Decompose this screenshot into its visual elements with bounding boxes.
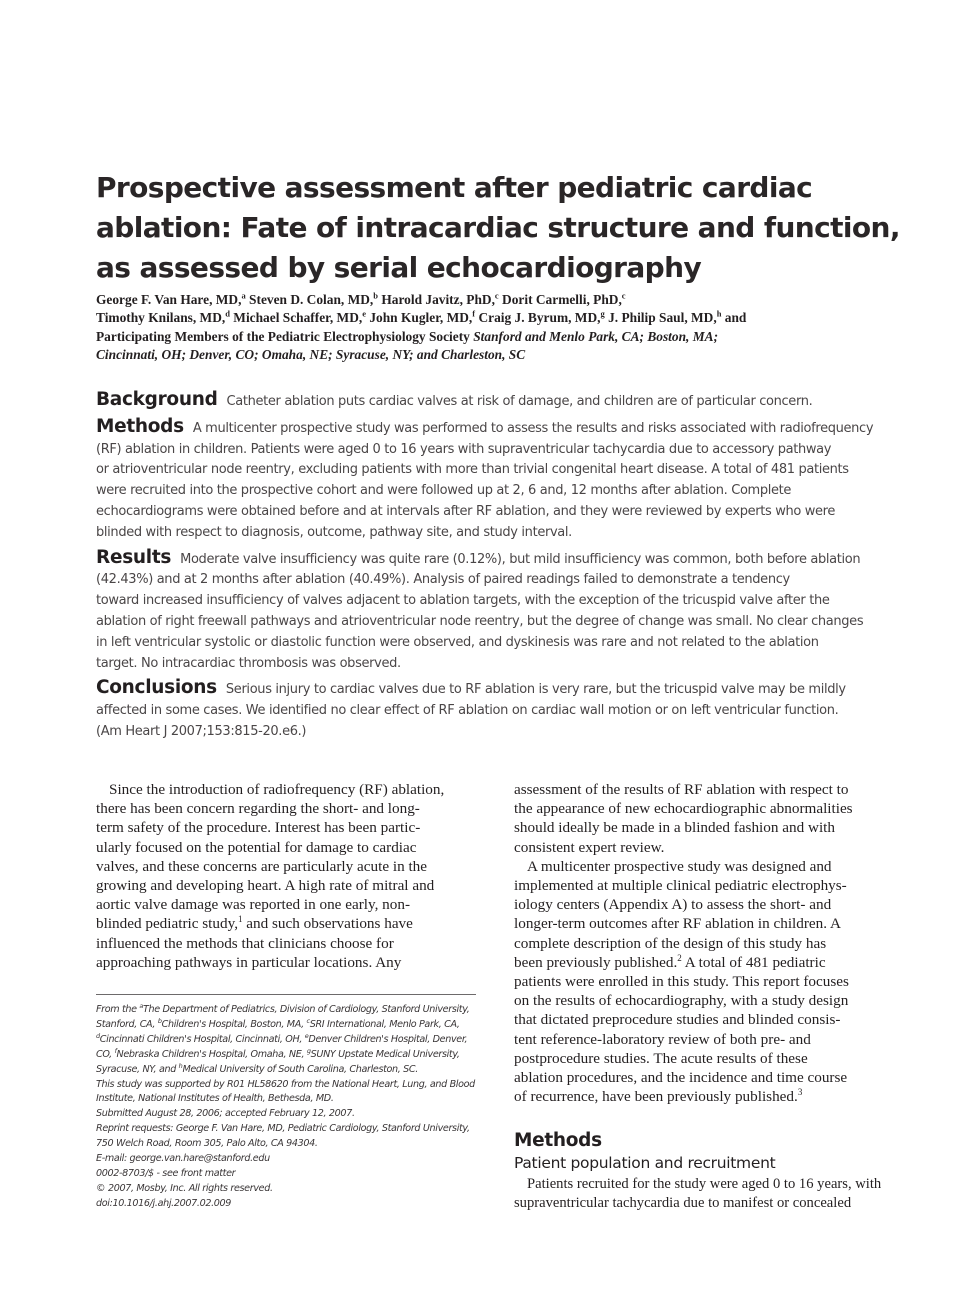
- title-line: Prospective assessment after pediatric cardiac: [96, 171, 813, 204]
- reference-link[interactable]: 2: [677, 952, 682, 963]
- body-text: on the results of echocardiography, with a study design: [514, 992, 849, 1010]
- reference-link[interactable]: 1: [238, 914, 243, 925]
- affiliation-mark: b: [157, 1016, 162, 1025]
- body-text: that dictated preprocedure studies and blinded consis-: [514, 1011, 841, 1029]
- abstract-heading: Results: [96, 546, 172, 568]
- body-text: approaching pathways in particular locations. Any: [96, 953, 402, 971]
- affiliation-mark: d: [225, 308, 230, 319]
- body-text: growing and developing heart. A high rate of mitral and: [96, 877, 435, 895]
- author-locations: Stanford and Menlo Park, CA; Boston, MA;: [473, 328, 719, 344]
- body-text: Since the introduction of radiofrequency (RF) ablation,: [109, 781, 445, 798]
- body-text: patients were enrolled in this study. This report focuses: [514, 973, 849, 991]
- affiliation-mark: a: [241, 290, 246, 301]
- abstract-text: target. No intracardiac thrombosis was observed.: [96, 655, 401, 671]
- title-line: ablation: Fate of intracardiac structure and function,: [96, 211, 900, 244]
- title-line: as assessed by serial echocardiography: [96, 251, 702, 284]
- author-name: J. Philip Saul, MD,: [604, 310, 717, 326]
- body-text: [514, 1087, 894, 1106]
- author-name: Dorit Carmelli, PhD,: [498, 292, 622, 307]
- author-line: [96, 291, 906, 309]
- author-name: Steven D. Colan, MD,: [245, 292, 374, 307]
- abstract-text: or atrioventricular node reentry, excluding patients with more than trivial congenital heart disease. A total of 481 patients: [96, 462, 849, 478]
- body-text: should ideally be made in a blinded fashion and with: [514, 819, 835, 837]
- author-name: George F. Van Hare, MD,: [96, 292, 242, 307]
- affiliation-mark: e: [304, 1031, 309, 1040]
- body-text: term safety of the procedure. Interest has been partic-: [96, 819, 421, 837]
- affiliation-mark: f: [472, 308, 476, 319]
- abstract-text: blinded with respect to diagnosis, outcome, pathway site, and study interval.: [96, 524, 572, 540]
- affiliation-mark: b: [373, 290, 378, 301]
- submission-dates: Submitted August 28, 2006; accepted February 12, 2007.: [96, 1108, 355, 1120]
- body-text: postprocedure studies. The acute results of these: [514, 1049, 808, 1067]
- body-text: [96, 914, 476, 933]
- abstract-heading: Methods: [96, 415, 184, 437]
- body-text: longer-term outcomes after RF ablation in children. A: [514, 915, 841, 933]
- body-text: complete description of the design of this study has: [514, 934, 827, 952]
- affiliation-mark: f: [114, 1046, 117, 1055]
- body-text: aortic valve damage was reported in one early, non-: [96, 896, 411, 914]
- abstract-text: Catheter ablation puts cardiac valves at risk of damage, and children are of particular concern.: [226, 394, 813, 409]
- body-text: A total of 481 pediatric: [681, 953, 826, 971]
- abstract-heading: Background: [96, 389, 218, 410]
- affiliation-mark: c: [306, 1016, 310, 1025]
- abstract-text: Serious injury to cardiac valves due to RF ablation is very rare, but the tricuspid valve may be mildly: [225, 682, 846, 698]
- abstract-text: Moderate valve insufficiency was quite rare (0.12%), but mild insufficiency was common, both before ablation: [180, 551, 861, 567]
- doi-link[interactable]: doi:10.1016/j.ahj.2007.02.009: [96, 1197, 232, 1209]
- section-heading-methods: Methods: [514, 1130, 602, 1151]
- abstract-text: affected in some cases. We identified no clear effect of RF ablation on cardiac wall motion or on left ventricular function.: [96, 703, 839, 719]
- body-text: [514, 953, 894, 972]
- body-text: Patients recruited for the study were aged 0 to 16 years, with: [527, 1176, 882, 1192]
- affiliation-mark: c: [621, 290, 626, 301]
- abstract-methods: [96, 417, 896, 544]
- affiliation-mark: d: [96, 1031, 100, 1040]
- body-text: ularly focused on the potential for damage to cardiac: [96, 838, 417, 856]
- affiliation-mark: e: [362, 308, 366, 319]
- affiliation-mark: c: [494, 290, 499, 301]
- author-name: John Kugler, MD,: [366, 310, 473, 326]
- body-text: blinded pediatric study,: [96, 915, 238, 933]
- author-line: [96, 328, 906, 346]
- author-name: Timothy Knilans, MD,: [96, 310, 226, 326]
- abstract-text: (RF) ablation in children. Patients were aged 0 to 16 years with supraventricular tachycardia due to accessory pathway: [96, 441, 832, 457]
- body-text: assessment of the results of RF ablation with respect to: [514, 781, 849, 798]
- affiliation-mark: a: [139, 1001, 144, 1010]
- body-column-right: [514, 780, 894, 1106]
- footnotes: [96, 1003, 476, 1212]
- abstract-text: echocardiograms were obtained before and at intervals after RF ablation, and they were reviewed by experts who were: [96, 503, 836, 519]
- abstract: [96, 390, 896, 747]
- body-text: influenced the methods that clinicians choose for: [96, 934, 394, 952]
- abstract-text: (42.43%) and at 2 months after ablation (40.49%). Analysis of paired readings failed to demonstrate a tendency: [96, 572, 790, 588]
- affiliations-note: From the $^a$The Department of Pediatrics, Division of Cardiology, Stanford University, Stanford, CA, $^b$Children's Hospital, Boston, MA, $^c$SRI International, Menlo Park, CA, $^d$Cincinnati Children's Hospital, Cincinnati, OH, $^e$Denver Children's Hospital, Denver, CO, $^f$Nebraska Children's Hospital, Omaha, NE, $^g$SUNY Upstate Medical University, Syracuse, NY, and $^h$Medical University of South Carolina, Charleston, SC.: [96, 1001, 470, 1075]
- body-text: valves, and these concerns are particularly acute in the: [96, 857, 428, 875]
- author-name: Harold Javitz, PhD,: [378, 292, 495, 307]
- body-text: ablation procedures, and the incidence and time course: [514, 1069, 848, 1087]
- reprint-note: Reprint requests: George F. Van Hare, MD, Pediatric Cardiology, Stanford University, 750 Welch Road, Room 305, Palo Alto, CA 94304.: [96, 1123, 470, 1150]
- author-list: [96, 291, 906, 365]
- affiliation-mark: g: [600, 308, 605, 319]
- abstract-results: [96, 548, 896, 675]
- author-locations: Cincinnati, OH; Denver, CO; Omaha, NE; Syracuse, NY; and Charleston, SC: [96, 347, 526, 363]
- affiliation-mark: h: [178, 1061, 183, 1070]
- reference-link[interactable]: 3: [797, 1087, 803, 1098]
- body-text: supraventricular tachycardia due to manifest or concealed: [514, 1195, 852, 1212]
- abstract-text: A multicenter prospective study was performed to assess the results and risks associated with radiofrequency: [192, 420, 874, 436]
- author-name: Craig J. Byrum, MD,: [475, 310, 601, 326]
- footnote-divider: [96, 994, 476, 995]
- affiliation-mark: h: [716, 308, 722, 319]
- issn-note: 0002-8703/$ - see front matter: [96, 1167, 236, 1179]
- body-text: tent reference-laboratory review of both pre- and: [514, 1030, 811, 1048]
- body-text: consistent expert review.: [514, 838, 665, 856]
- body-text: there has been concern regarding the short- and long-: [96, 800, 420, 818]
- body-column-right-continued: [514, 1175, 894, 1213]
- affiliation-mark: g: [306, 1046, 311, 1055]
- abstract-text: toward increased insufficiency of valves adjacent to ablation targets, with the exception of the tricuspid valve after the: [96, 593, 830, 609]
- author-name: Michael Schaffer, MD,: [229, 310, 363, 326]
- body-text: implemented at multiple clinical pediatric electrophys-: [514, 877, 847, 895]
- abstract-background: [96, 390, 896, 413]
- body-text: of recurrence, have been previously published.: [514, 1088, 798, 1106]
- article-title: [96, 168, 900, 288]
- author-conjunction: and: [721, 310, 747, 326]
- abstract-text: in left ventricular systolic or diastolic function were observed, and dyskinesis was rare and not related to the ablation: [96, 634, 819, 650]
- abstract-heading: Conclusions: [96, 677, 217, 699]
- author-line: [96, 309, 906, 327]
- abstract-text: ablation of right freewall pathways and atrioventricular node reentry, but the degree of change was small. No clear changes: [96, 613, 864, 629]
- subsection-heading: Patient population and recruitment: [514, 1154, 776, 1172]
- abstract-citation: (Am Heart J 2007;153:815-20.e6.): [96, 723, 307, 739]
- body-text: and such observations have: [242, 915, 413, 933]
- email-link[interactable]: E-mail: george.van.hare@stanford.edu: [96, 1153, 270, 1165]
- body-text: the appearance of new echocardiographic abnormalities: [514, 800, 853, 818]
- copyright-note: © 2007, Mosby, Inc. All rights reserved.: [96, 1182, 273, 1194]
- body-text: iology centers (Appendix A) to assess the short- and: [514, 896, 832, 914]
- abstract-conclusions: [96, 678, 896, 742]
- author-group: Participating Members of the Pediatric Electrophysiology Society: [96, 328, 474, 344]
- body-text: been previously published.: [514, 953, 678, 971]
- body-text: A multicenter prospective study was designed and: [527, 857, 832, 875]
- funding-note: This study was supported by R01 HL58620 from the National Heart, Lung, and Blood Institute, National Institutes of Health, Bethesda, MD.: [96, 1078, 475, 1105]
- abstract-text: were recruited into the prospective cohort and were followed up at 2, 6 and, 12 months after ablation. Complete: [96, 483, 792, 499]
- body-column-left: [96, 780, 476, 972]
